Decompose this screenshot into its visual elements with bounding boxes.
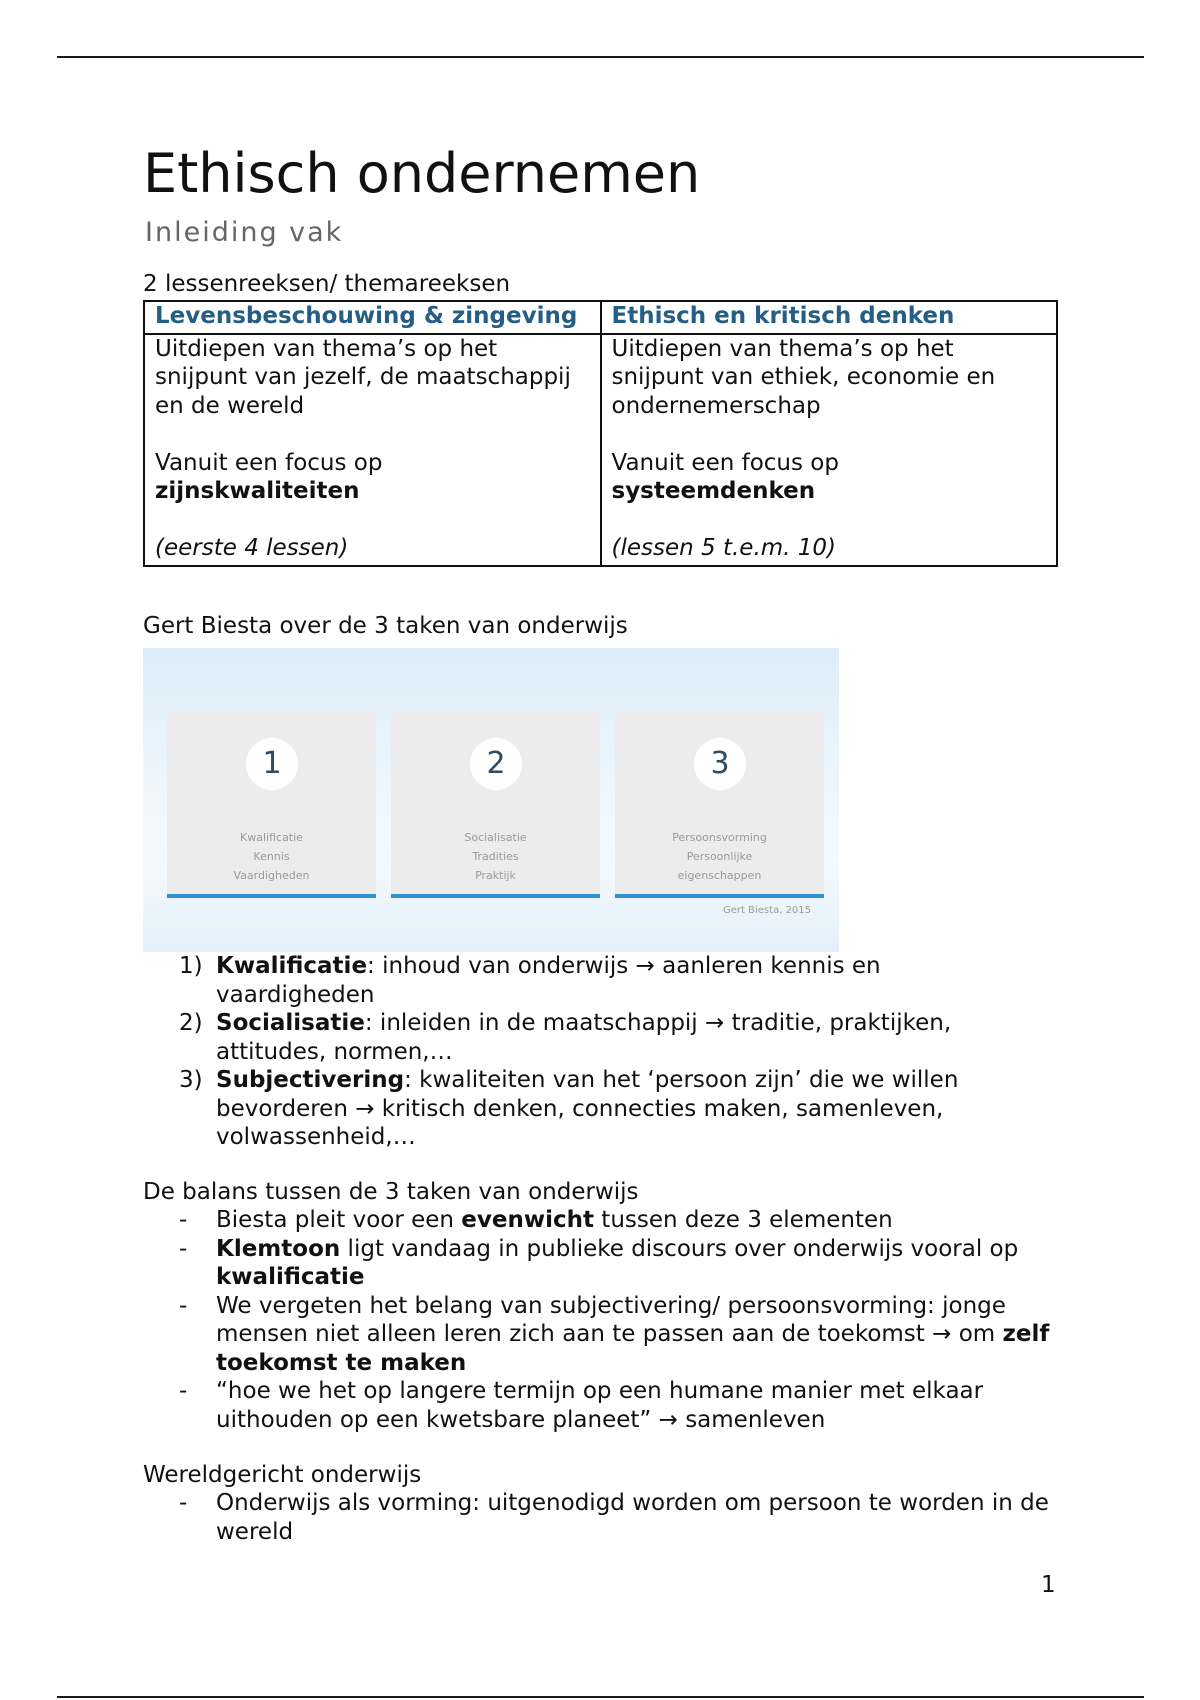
table-header-cell: Ethisch en kritisch denken	[601, 301, 1058, 334]
biesta-figure	[143, 648, 839, 952]
card-line: Praktijk	[475, 869, 516, 882]
figure-credit: Gert Biesta, 2015	[723, 905, 811, 916]
list-bullet: -	[179, 1490, 188, 1516]
item-text: tussen deze 3 elementen	[594, 1207, 893, 1233]
list-bullet: -	[179, 1378, 188, 1404]
list-item	[143, 1377, 1058, 1434]
cell-focus: zijnskwaliteiten	[155, 478, 360, 504]
task-term: Subjectivering	[216, 1067, 405, 1093]
item-text: We vergeten het belang van subjectivering/ persoonsvorming: jonge mensen niet alleen leren zich aan te passen aan de toekomst → om	[216, 1292, 1006, 1347]
document-subtitle: Inleiding vak	[145, 217, 344, 248]
cell-description: Uitdiepen van thema’s op het snijpunt van jezelf, de maatschappij en de wereld	[155, 335, 571, 419]
card-line: Persoonsvorming	[672, 831, 767, 844]
cell-lessons: (eerste 4 lessen)	[155, 535, 349, 561]
table-cell	[601, 334, 1058, 566]
item-text: Onderwijs als vorming: uitgenodigd worden om persoon te worden in de wereld	[216, 1490, 1049, 1545]
list-item	[143, 1489, 1058, 1546]
list-item	[143, 1206, 1058, 1235]
balance-heading: De balans tussen de 3 taken van onderwijs	[143, 1179, 639, 1205]
themes-table	[143, 300, 1058, 567]
card-lines	[615, 828, 824, 885]
balance-list	[143, 1206, 1058, 1434]
card-line: Tradities	[472, 850, 519, 863]
item-emphasis: Klemtoon	[216, 1235, 341, 1262]
card-line: Kennis	[253, 850, 290, 863]
intro-text: 2 lessenreeksen/ themareeksen	[143, 271, 511, 297]
figure-card	[391, 712, 600, 898]
list-item	[143, 952, 1043, 1009]
task-text: : inleiden in de maatschappij → traditie, praktijken, attitudes, normen,…	[216, 1010, 952, 1065]
card-accent-bar	[615, 894, 824, 898]
cell-focus: systeemdenken	[611, 478, 816, 504]
document-title: Ethisch ondernemen	[143, 142, 701, 205]
card-lines	[167, 828, 376, 885]
figure-card	[167, 712, 376, 898]
item-emphasis: evenwicht	[461, 1207, 594, 1233]
card-line: eigenschappen	[677, 869, 762, 882]
list-bullet: -	[179, 1235, 188, 1262]
page-number: 1	[1041, 1572, 1056, 1598]
table-header-row	[144, 301, 1057, 334]
tasks-list	[143, 952, 1043, 1152]
list-marker: 3)	[179, 1067, 203, 1093]
task-text: : kwaliteiten van het ‘persoon zijn’ die we willen bevorderen → kritisch denken, connecties maken, samenleven, volwassenheid,…	[216, 1067, 959, 1150]
card-number: 2	[470, 738, 522, 790]
cell-focus-prefix: Vanuit een focus op	[611, 449, 839, 476]
card-line: Persoonlijke	[686, 850, 753, 863]
header-rule	[57, 56, 1144, 58]
world-heading: Wereldgericht onderwijs	[143, 1462, 422, 1488]
list-marker: 2)	[179, 1010, 203, 1036]
list-item	[143, 1009, 1043, 1066]
item-emphasis: kwalificatie	[216, 1264, 365, 1290]
cell-description: Uitdiepen van thema’s op het snijpunt van ethiek, economie en ondernemerschap	[611, 335, 996, 419]
world-list	[143, 1489, 1058, 1546]
item-text: ligt vandaag in publieke discours over onderwijs vooral op	[340, 1235, 1019, 1262]
list-item	[143, 1066, 1043, 1152]
list-bullet: -	[179, 1292, 188, 1319]
item-emphasis: zelf toekomst te maken	[216, 1321, 1050, 1376]
footer-rule	[57, 1696, 1144, 1698]
item-text: “hoe we het op langere termijn op een humane manier met elkaar uithouden op een kwetsbare planeet” → samenleven	[216, 1378, 984, 1433]
table-row	[144, 334, 1057, 566]
list-bullet: -	[179, 1207, 188, 1233]
table-cell	[144, 334, 601, 566]
task-term: Socialisatie	[216, 1010, 365, 1036]
biesta-heading: Gert Biesta over de 3 taken van onderwijs	[143, 613, 628, 639]
cell-focus-prefix: Vanuit een focus op	[155, 449, 383, 476]
card-line: Socialisatie	[464, 831, 527, 844]
list-marker: 1)	[179, 953, 203, 979]
card-accent-bar	[167, 894, 376, 898]
card-number: 3	[694, 738, 746, 790]
task-text: : inhoud van onderwijs → aanleren kennis en vaardigheden	[216, 953, 881, 1008]
card-line: Vaardigheden	[233, 869, 310, 882]
card-accent-bar	[391, 894, 600, 898]
list-item	[143, 1235, 1058, 1292]
cell-lessons: (lessen 5 t.e.m. 10)	[611, 535, 837, 561]
item-text: Biesta pleit voor een	[216, 1207, 462, 1233]
table-header-cell: Levensbeschouwing & zingeving	[144, 301, 601, 334]
card-number: 1	[246, 738, 298, 790]
figure-card	[615, 712, 824, 898]
list-item	[143, 1292, 1058, 1378]
card-lines	[391, 828, 600, 885]
card-line: Kwalificatie	[240, 831, 303, 844]
task-term: Kwalificatie	[216, 953, 368, 979]
